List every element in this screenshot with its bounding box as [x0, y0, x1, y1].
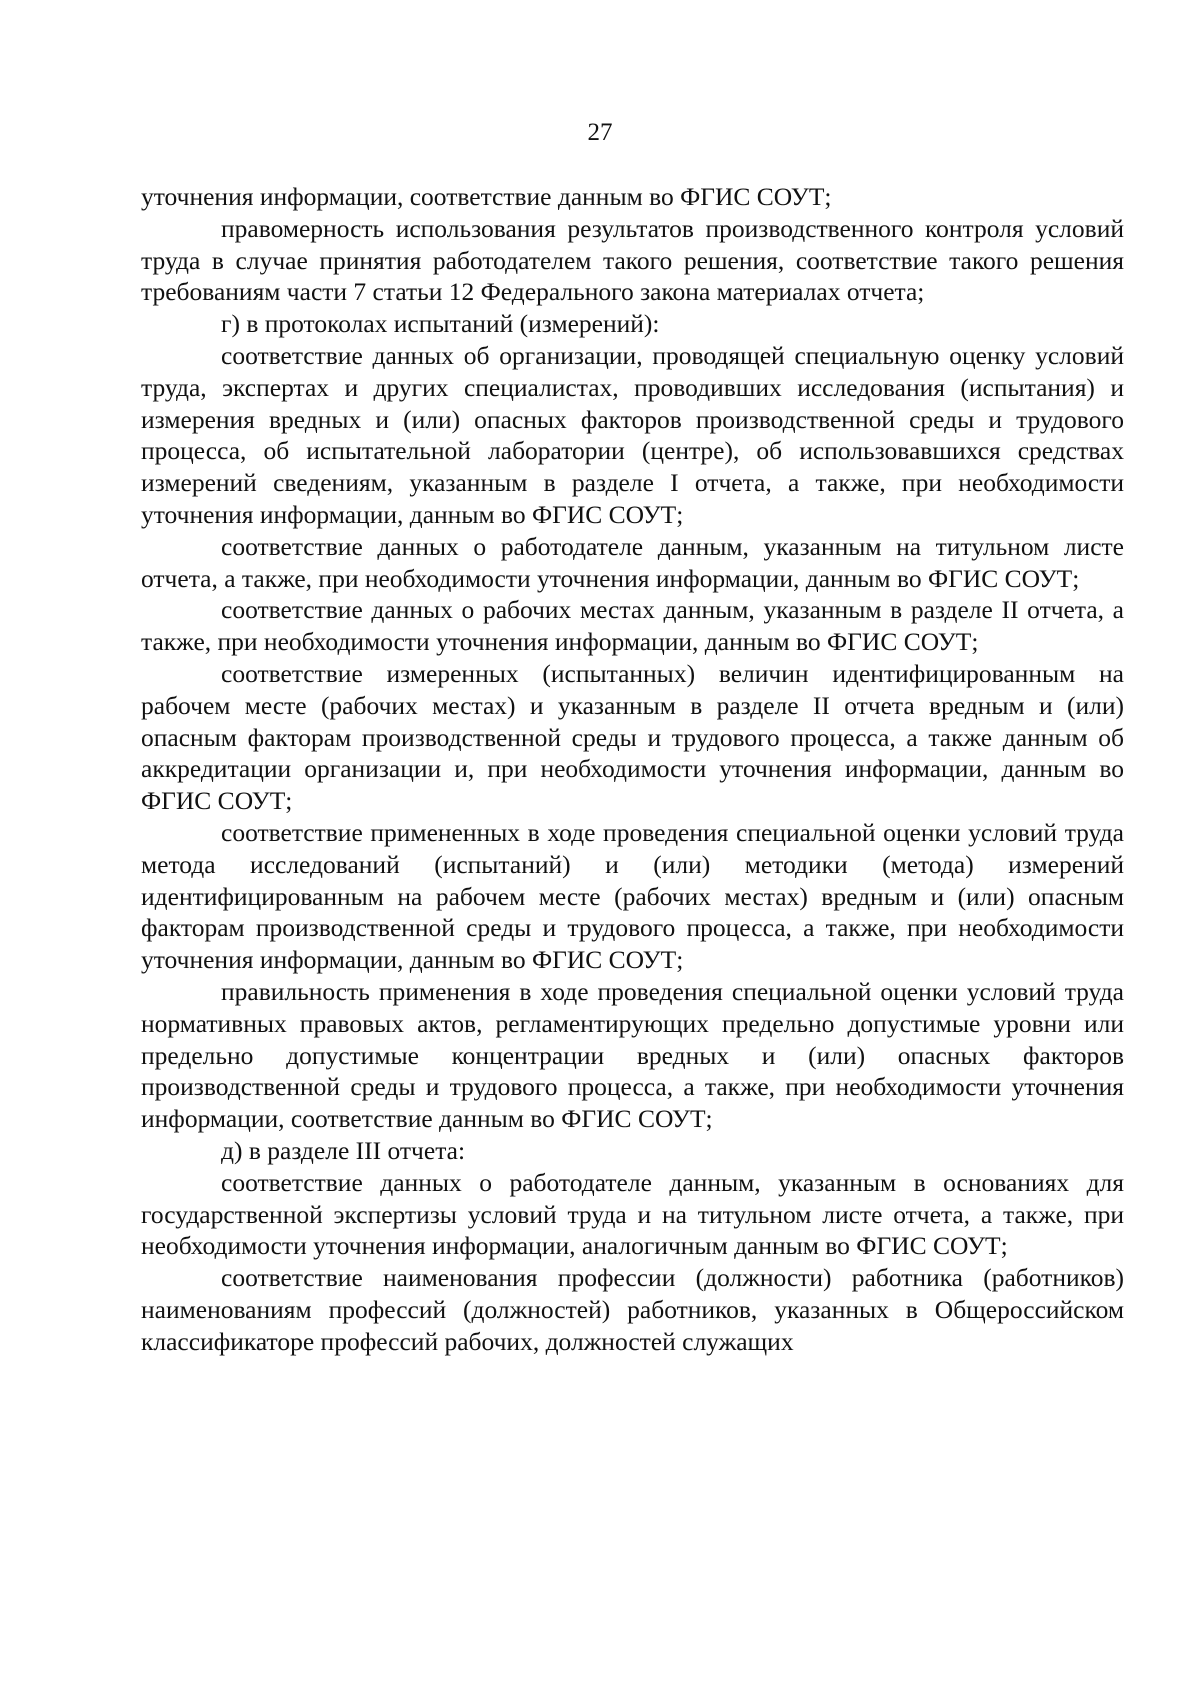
- document-body: [141, 181, 1124, 1357]
- paragraph: соответствие наименования профессии (должности) работника (работников) наименованиям профессий (должностей) работников, указанных в Общероссийском классификаторе профессий рабочих, должностей служащих: [141, 1263, 1124, 1356]
- paragraph: соответствие данных о работодателе данным, указанным в основаниях для государственной экспертизы условий труда и на титульном листе отчета, а также, при необходимости уточнения информации, аналогичным данным во ФГИС СОУТ;: [141, 1167, 1124, 1261]
- paragraph: соответствие измеренных (испытанных) величин идентифицированным на рабочем месте (рабочих местах) и указанным в разделе II отчета вредным и (или) опасным факторам производственной среды и трудового процесса, а также данным об аккредитации организации и, при необходимости уточнения информации, данным во ФГИС СОУТ;: [141, 658, 1124, 816]
- paragraph: правомерность использования результатов производственного контроля условий труда в случае принятия работодателем такого решения, соответствие такого решения требованиям части 7 статьи 12 Федерального закона материалах отчета;: [141, 213, 1124, 307]
- paragraph: соответствие данных о рабочих местах данным, указанным в разделе II отчета, а также, при необходимости уточнения информации, данным во ФГИС СОУТ;: [141, 595, 1124, 657]
- paragraph: г) в протоколах испытаний (измерений):: [221, 309, 660, 339]
- paragraph: правильность применения в ходе проведения специальной оценки условий труда нормативных правовых актов, регламентирующих предельно допустимые уровни или предельно допустимые концентрации вредных и (или) опасных факторов производственной среды и трудового процесса, а также, при необходимости уточнения информации, соответствие данным во ФГИС СОУТ;: [141, 976, 1124, 1134]
- paragraph: соответствие примененных в ходе проведения специальной оценки условий труда метода исследований (испытаний) и (или) методики (метода) измерений идентифицированным на рабочем месте (рабочих местах) вредным и (или) опасным факторам производственной среды и трудового процесса, а также, при необходимости уточнения информации, данным во ФГИС СОУТ;: [141, 817, 1124, 975]
- paragraph: соответствие данных об организации, проводящей специальную оценку условий труда, экспертах и других специалистах, проводивших исследования (испытания) и измерения вредных и (или) опасных факторов производственной среды и трудового процесса, об испытательной лаборатории (центре), об использовавшихся средствах измерений сведениям, указанным в разделе I отчета, а также, при необходимости уточнения информации, данным во ФГИС СОУТ;: [141, 340, 1124, 529]
- paragraph: уточнения информации, соответствие данным во ФГИС СОУТ;: [141, 182, 832, 211]
- paragraph: д) в разделе III отчета:: [221, 1135, 466, 1165]
- paragraph: соответствие данных о работодателе данным, указанным на титульном листе отчета, а также, при необходимости уточнения информации, данным во ФГИС СОУТ;: [141, 531, 1124, 593]
- page-number: 27: [587, 119, 613, 146]
